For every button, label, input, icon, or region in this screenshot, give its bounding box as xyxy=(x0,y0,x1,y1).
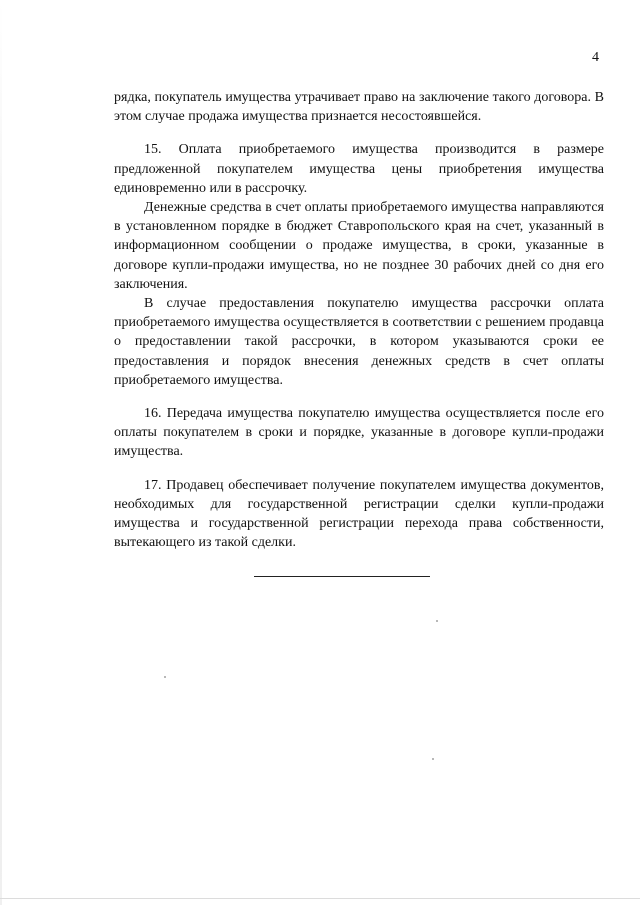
scan-speck xyxy=(436,620,438,622)
paragraph-clause-15: 15. Оплата приобретаемого имущества производится в размере предложенной покупателем имущества цены приобретения имущества единовременно или в рассрочку. xyxy=(114,142,604,196)
paragraph-gap xyxy=(114,462,604,476)
scan-edge-shadow xyxy=(0,0,2,905)
paragraph-gap xyxy=(114,126,604,140)
closing-horizontal-rule xyxy=(254,576,430,577)
paragraph-continuation: рядка, покупатель имущества утрачивает право на заключение такого договора. В этом случае продажа имущества признается несостоявшейся. xyxy=(114,90,604,125)
paragraph-clause-17: 17. Продавец обеспечивает получение покупателем имущества документов, необходимых для государственной регистрации сделки купли-продажи имущества и государственной регистрации перехода права собственности, вытекающего из такой сделки. xyxy=(114,477,604,551)
paragraph-clause-16: 16. Передача имущества покупателю имущества осуществляется после его оплаты покупателем в сроки и порядке, указанные в договоре купли-продажи имущества. xyxy=(114,406,604,460)
paragraph-gap xyxy=(114,390,604,404)
document-body xyxy=(114,88,604,552)
scan-bottom-edge xyxy=(0,898,640,899)
scan-speck xyxy=(164,676,166,678)
paragraph-clause-15-funds: Денежные средства в счет оплаты приобретаемого имущества направляются в установленном порядке в бюджет Ставропольского края на счет, указанный в информационном сообщении о продаже имущества, в сроки, указанные в договоре купли-продажи имущества, но не позднее 30 рабочих дней со дня его заключения. xyxy=(114,200,604,292)
scan-speck xyxy=(432,758,434,760)
paragraph-clause-15-installment: В случае предоставления покупателю имущества рассрочки оплата приобретаемого имущества осуществляется в соответствии с решением продавца о предоставлении такой рассрочки, в котором указываются сроки ее предоставления и порядок внесения денежных средств в счет оплаты приобретаемого имущества. xyxy=(114,296,604,388)
page-number: 4 xyxy=(592,50,599,65)
